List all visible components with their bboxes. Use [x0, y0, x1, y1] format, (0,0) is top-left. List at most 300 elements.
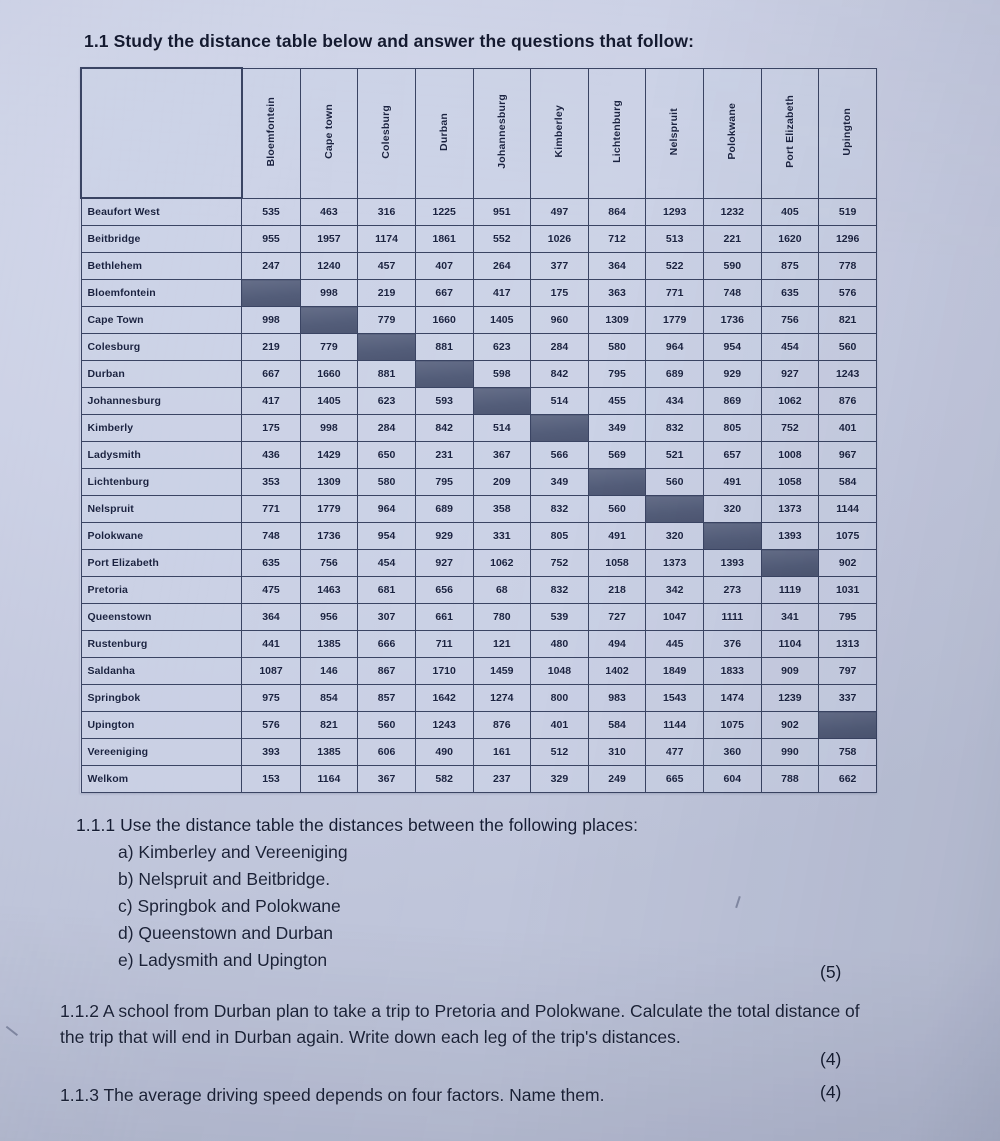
- table-row: [81, 469, 877, 496]
- distance-cell: 582: [415, 766, 473, 793]
- distance-cell: 569: [588, 442, 646, 469]
- column-header-label: Polokwane: [726, 103, 739, 160]
- table-row: [81, 712, 877, 739]
- distance-cell: 407: [415, 253, 473, 280]
- distance-cell: 273: [704, 577, 762, 604]
- distance-cell: 580: [588, 334, 646, 361]
- distance-cell: 377: [531, 253, 589, 280]
- distance-cell: 560: [819, 334, 877, 361]
- distance-cell: 494: [588, 631, 646, 658]
- distance-cell: 1309: [588, 307, 646, 334]
- distance-cell: 1062: [473, 550, 531, 577]
- distance-cell: 1031: [819, 577, 877, 604]
- distance-cell: 666: [358, 631, 416, 658]
- distance-cell: 929: [415, 523, 473, 550]
- column-header-colesburg: [358, 68, 416, 198]
- distance-cell: 584: [819, 469, 877, 496]
- distance-cell: 349: [531, 469, 589, 496]
- distance-cell: 175: [242, 415, 300, 442]
- distance-cell: 1164: [300, 766, 358, 793]
- distance-cell: 175: [531, 280, 589, 307]
- question-1-1-1-list: [76, 839, 638, 974]
- distance-cell: 1309: [300, 469, 358, 496]
- distance-table: [80, 67, 877, 793]
- distance-cell: 519: [819, 198, 877, 226]
- distance-cell: 983: [588, 685, 646, 712]
- distance-cell: 875: [761, 253, 819, 280]
- distance-cell: 661: [415, 604, 473, 631]
- distance-cell: 656: [415, 577, 473, 604]
- distance-cell: 514: [473, 415, 531, 442]
- table-row: [81, 198, 877, 226]
- distance-cell: 748: [242, 523, 300, 550]
- distance-cell: 1240: [300, 253, 358, 280]
- distance-cell: 1393: [704, 550, 762, 577]
- distance-cell: 800: [531, 685, 589, 712]
- distance-cell: 221: [704, 226, 762, 253]
- distance-cell: 662: [819, 766, 877, 793]
- distance-cell: 842: [415, 415, 473, 442]
- table-row: [81, 415, 877, 442]
- distance-cell: 748: [704, 280, 762, 307]
- distance-cell: 237: [473, 766, 531, 793]
- column-header-durban: [415, 68, 473, 198]
- table-header-row: [81, 68, 877, 198]
- distance-cell: 1313: [819, 631, 877, 658]
- distance-cell: 752: [761, 415, 819, 442]
- question-1-1-2-text: 1.1.2 A school from Durban plan to take a trip to Pretoria and Polokwane. Calculate the total distance of the trip that will end in Durban again. Write down each leg of the trip's distances.: [60, 1001, 860, 1047]
- column-header-label: Nelspruit: [668, 107, 681, 156]
- distance-cell: 367: [358, 766, 416, 793]
- distance-cell: 497: [531, 198, 589, 226]
- distance-cell: 779: [358, 307, 416, 334]
- marks-1-1-2: (4): [820, 1049, 842, 1069]
- page-heading: 1.1 Study the distance table below and answer the questions that follow:: [84, 31, 695, 51]
- distance-cell: 797: [819, 658, 877, 685]
- distance-cell: 771: [646, 280, 704, 307]
- distance-cell: 560: [358, 712, 416, 739]
- distance-cell: 1026: [531, 226, 589, 253]
- distance-cell: 960: [531, 307, 589, 334]
- table-row: [81, 577, 877, 604]
- question-1-1-2: [60, 998, 880, 1050]
- column-header-label: Durban: [437, 112, 450, 151]
- distance-table-body: [81, 198, 877, 793]
- pen-mark-artifact: [6, 1026, 18, 1036]
- distance-cell: 560: [646, 469, 704, 496]
- distance-cell: 1144: [646, 712, 704, 739]
- distance-cell: 665: [646, 766, 704, 793]
- diagonal-blank-cell: [473, 388, 531, 415]
- distance-cell: 477: [646, 739, 704, 766]
- distance-cell: 964: [646, 334, 704, 361]
- distance-cell: 1058: [588, 550, 646, 577]
- distance-cell: 353: [242, 469, 300, 496]
- distance-cell: 1243: [415, 712, 473, 739]
- distance-cell: 434: [646, 388, 704, 415]
- distance-cell: 623: [358, 388, 416, 415]
- distance-cell: 598: [473, 361, 531, 388]
- distance-cell: 218: [588, 577, 646, 604]
- distance-cell: 552: [473, 226, 531, 253]
- distance-cell: 964: [358, 496, 416, 523]
- distance-cell: 284: [531, 334, 589, 361]
- distance-cell: 779: [300, 334, 358, 361]
- distance-cell: 881: [415, 334, 473, 361]
- distance-cell: 441: [242, 631, 300, 658]
- table-row: [81, 658, 877, 685]
- column-header-label: Cape town: [322, 104, 335, 159]
- distance-cell: 121: [473, 631, 531, 658]
- distance-cell: 1008: [761, 442, 819, 469]
- distance-cell: 1405: [473, 307, 531, 334]
- diagonal-blank-cell: [588, 469, 646, 496]
- distance-cell: 401: [819, 415, 877, 442]
- table-row: [81, 766, 877, 793]
- distance-cell: 1075: [819, 523, 877, 550]
- distance-cell: 337: [819, 685, 877, 712]
- distance-cell: 869: [704, 388, 762, 415]
- distance-cell: 1174: [358, 226, 416, 253]
- distance-cell: 219: [358, 280, 416, 307]
- distance-cell: 902: [819, 550, 877, 577]
- distance-cell: 876: [819, 388, 877, 415]
- distance-table-head: [81, 68, 877, 198]
- column-header-port-elizabeth: [761, 68, 819, 198]
- distance-cell: 1543: [646, 685, 704, 712]
- distance-cell: 778: [819, 253, 877, 280]
- distance-cell: 584: [588, 712, 646, 739]
- column-header-cape-town: [300, 68, 358, 198]
- diagonal-blank-cell: [704, 523, 762, 550]
- distance-cell: 909: [761, 658, 819, 685]
- diagonal-blank-cell: [242, 280, 300, 307]
- distance-cell: 1660: [415, 307, 473, 334]
- distance-cell: 758: [819, 739, 877, 766]
- distance-cell: 788: [761, 766, 819, 793]
- distance-cell: 927: [415, 550, 473, 577]
- distance-cell: 360: [704, 739, 762, 766]
- question-1-1-1-item: b) Nelspruit and Beitbridge.: [118, 869, 331, 889]
- row-header-pretoria: Pretoria: [81, 577, 242, 604]
- distance-cell: 657: [704, 442, 762, 469]
- distance-cell: 795: [415, 469, 473, 496]
- distance-cell: 998: [242, 307, 300, 334]
- row-header-port-elizabeth: Port Elizabeth: [81, 550, 242, 577]
- distance-cell: 1119: [761, 577, 819, 604]
- distance-cell: 454: [358, 550, 416, 577]
- distance-cell: 358: [473, 496, 531, 523]
- row-header-cape-town: Cape Town: [81, 307, 242, 334]
- distance-cell: 756: [300, 550, 358, 577]
- distance-cell: 1833: [704, 658, 762, 685]
- distance-cell: 1239: [761, 685, 819, 712]
- diagonal-blank-cell: [646, 496, 704, 523]
- distance-cell: 805: [704, 415, 762, 442]
- distance-cell: 363: [588, 280, 646, 307]
- column-header-label: Johannesburg: [495, 94, 508, 169]
- distance-cell: 284: [358, 415, 416, 442]
- distance-cell: 1459: [473, 658, 531, 685]
- distance-cell: 320: [704, 496, 762, 523]
- distance-cell: 771: [242, 496, 300, 523]
- distance-cell: 821: [819, 307, 877, 334]
- table-row: [81, 496, 877, 523]
- column-header-label: Bloemfontein: [265, 96, 277, 167]
- distance-cell: 1111: [704, 604, 762, 631]
- distance-cell: 320: [646, 523, 704, 550]
- distance-cell: 967: [819, 442, 877, 469]
- distance-cell: 727: [588, 604, 646, 631]
- distance-cell: 209: [473, 469, 531, 496]
- distance-cell: 249: [588, 766, 646, 793]
- distance-cell: 1861: [415, 226, 473, 253]
- column-header-lichtenburg: [588, 68, 646, 198]
- table-corner-cell: [81, 68, 242, 198]
- column-header-nelspruit: [646, 68, 704, 198]
- distance-cell: 153: [242, 766, 300, 793]
- row-header-ladysmith: Ladysmith: [81, 442, 242, 469]
- distance-cell: 513: [646, 226, 704, 253]
- distance-cell: 1243: [819, 361, 877, 388]
- diagonal-blank-cell: [300, 307, 358, 334]
- table-row: [81, 550, 877, 577]
- distance-cell: 864: [588, 198, 646, 226]
- distance-cell: 1736: [300, 523, 358, 550]
- distance-cell: 927: [761, 361, 819, 388]
- distance-cell: 1075: [704, 712, 762, 739]
- diagonal-blank-cell: [761, 550, 819, 577]
- distance-cell: 367: [473, 442, 531, 469]
- distance-cell: 576: [242, 712, 300, 739]
- distance-cell: 1957: [300, 226, 358, 253]
- distance-cell: 146: [300, 658, 358, 685]
- distance-cell: 457: [358, 253, 416, 280]
- distance-cell: 1104: [761, 631, 819, 658]
- distance-cell: 1849: [646, 658, 704, 685]
- distance-cell: 756: [761, 307, 819, 334]
- row-header-nelspruit: Nelspruit: [81, 496, 242, 523]
- distance-cell: 1642: [415, 685, 473, 712]
- column-header-label: Colesburg: [380, 104, 393, 159]
- distance-cell: 998: [300, 415, 358, 442]
- distance-cell: 364: [242, 604, 300, 631]
- row-header-springbok: Springbok: [81, 685, 242, 712]
- question-1-1-1-item: c) Springbok and Polokwane: [118, 896, 341, 916]
- distance-cell: 1736: [704, 307, 762, 334]
- distance-cell: 342: [646, 577, 704, 604]
- distance-cell: 1062: [761, 388, 819, 415]
- distance-cell: 247: [242, 253, 300, 280]
- distance-cell: 805: [531, 523, 589, 550]
- distance-cell: 711: [415, 631, 473, 658]
- distance-cell: 832: [646, 415, 704, 442]
- distance-cell: 1048: [531, 658, 589, 685]
- diagonal-blank-cell: [531, 415, 589, 442]
- distance-cell: 1393: [761, 523, 819, 550]
- distance-cell: 832: [531, 496, 589, 523]
- distance-cell: 580: [358, 469, 416, 496]
- row-header-kimberly: Kimberly: [81, 415, 242, 442]
- column-header-label: Lichtenburg: [610, 100, 623, 163]
- distance-cell: 521: [646, 442, 704, 469]
- distance-cell: 650: [358, 442, 416, 469]
- distance-cell: 491: [704, 469, 762, 496]
- distance-cell: 821: [300, 712, 358, 739]
- distance-cell: 417: [242, 388, 300, 415]
- distance-cell: 902: [761, 712, 819, 739]
- distance-cell: 1429: [300, 442, 358, 469]
- question-1-1-1: [76, 812, 638, 974]
- row-header-beaufort-west: Beaufort West: [81, 198, 242, 226]
- distance-cell: 689: [646, 361, 704, 388]
- column-header-kimberley: [531, 68, 589, 198]
- distance-cell: 954: [704, 334, 762, 361]
- row-header-bethlehem: Bethlehem: [81, 253, 242, 280]
- distance-cell: 955: [242, 226, 300, 253]
- distance-cell: 264: [473, 253, 531, 280]
- distance-cell: 1296: [819, 226, 877, 253]
- question-1-1-1-item: d) Queenstown and Durban: [118, 923, 333, 943]
- distance-cell: 1232: [704, 198, 762, 226]
- distance-cell: 689: [415, 496, 473, 523]
- distance-cell: 951: [473, 198, 531, 226]
- distance-cell: 1293: [646, 198, 704, 226]
- distance-cell: 68: [473, 577, 531, 604]
- distance-cell: 681: [358, 577, 416, 604]
- distance-cell: 1225: [415, 198, 473, 226]
- distance-cell: 331: [473, 523, 531, 550]
- row-header-queenstown: Queenstown: [81, 604, 242, 631]
- distance-cell: 1620: [761, 226, 819, 253]
- distance-cell: 998: [300, 280, 358, 307]
- row-header-johannesburg: Johannesburg: [81, 388, 242, 415]
- table-row: [81, 685, 877, 712]
- table-row: [81, 604, 877, 631]
- distance-cell: 1402: [588, 658, 646, 685]
- table-row: [81, 334, 877, 361]
- distance-cell: 623: [473, 334, 531, 361]
- table-row: [81, 739, 877, 766]
- row-header-upington: Upington: [81, 712, 242, 739]
- distance-cell: 712: [588, 226, 646, 253]
- table-row: [81, 361, 877, 388]
- distance-cell: 491: [588, 523, 646, 550]
- distance-cell: 455: [588, 388, 646, 415]
- distance-cell: 606: [358, 739, 416, 766]
- distance-cell: 376: [704, 631, 762, 658]
- column-header-bloemfontein: [242, 68, 300, 198]
- distance-cell: 752: [531, 550, 589, 577]
- distance-cell: 1463: [300, 577, 358, 604]
- distance-cell: 975: [242, 685, 300, 712]
- distance-cell: 393: [242, 739, 300, 766]
- distance-cell: 349: [588, 415, 646, 442]
- table-row: [81, 253, 877, 280]
- row-header-lichtenburg: Lichtenburg: [81, 469, 242, 496]
- distance-cell: 667: [415, 280, 473, 307]
- distance-cell: 417: [473, 280, 531, 307]
- distance-cell: 635: [242, 550, 300, 577]
- pen-mark-artifact: [735, 896, 740, 908]
- distance-cell: 990: [761, 739, 819, 766]
- distance-cell: 867: [358, 658, 416, 685]
- distance-cell: 445: [646, 631, 704, 658]
- distance-cell: 329: [531, 766, 589, 793]
- distance-cell: 854: [300, 685, 358, 712]
- table-row: [81, 280, 877, 307]
- question-1-1-3: 1.1.3 The average driving speed depends on four factors. Name them.: [60, 1085, 605, 1105]
- distance-cell: 635: [761, 280, 819, 307]
- distance-cell: 1144: [819, 496, 877, 523]
- distance-cell: 929: [704, 361, 762, 388]
- table-row: [81, 307, 877, 334]
- distance-cell: 842: [531, 361, 589, 388]
- distance-cell: 231: [415, 442, 473, 469]
- distance-cell: 876: [473, 712, 531, 739]
- distance-cell: 1660: [300, 361, 358, 388]
- distance-cell: 1047: [646, 604, 704, 631]
- distance-cell: 341: [761, 604, 819, 631]
- distance-cell: 161: [473, 739, 531, 766]
- distance-cell: 480: [531, 631, 589, 658]
- distance-cell: 316: [358, 198, 416, 226]
- distance-cell: 454: [761, 334, 819, 361]
- question-1-1-1-item: a) Kimberley and Vereeniging: [118, 842, 348, 862]
- distance-cell: 832: [531, 577, 589, 604]
- distance-cell: 795: [819, 604, 877, 631]
- distance-cell: 1274: [473, 685, 531, 712]
- table-row: [81, 631, 877, 658]
- distance-cell: 956: [300, 604, 358, 631]
- marks-1-1-1: (5): [820, 962, 842, 982]
- distance-cell: 1087: [242, 658, 300, 685]
- row-header-bloemfontein: Bloemfontein: [81, 280, 242, 307]
- distance-cell: 463: [300, 198, 358, 226]
- marks-1-1-3: (4): [820, 1082, 842, 1102]
- distance-cell: 401: [531, 712, 589, 739]
- row-header-saldanha: Saldanha: [81, 658, 242, 685]
- distance-cell: 1779: [300, 496, 358, 523]
- distance-cell: 604: [704, 766, 762, 793]
- distance-cell: 560: [588, 496, 646, 523]
- distance-cell: 514: [531, 388, 589, 415]
- distance-cell: 566: [531, 442, 589, 469]
- column-header-johannesburg: [473, 68, 531, 198]
- distance-cell: 1373: [761, 496, 819, 523]
- row-header-durban: Durban: [81, 361, 242, 388]
- diagonal-blank-cell: [358, 334, 416, 361]
- distance-cell: 219: [242, 334, 300, 361]
- distance-cell: 1385: [300, 739, 358, 766]
- column-header-polokwane: [704, 68, 762, 198]
- distance-cell: 307: [358, 604, 416, 631]
- diagonal-blank-cell: [819, 712, 877, 739]
- distance-cell: 364: [588, 253, 646, 280]
- distance-cell: 475: [242, 577, 300, 604]
- distance-cell: 881: [358, 361, 416, 388]
- distance-cell: 954: [358, 523, 416, 550]
- distance-cell: 539: [531, 604, 589, 631]
- distance-cell: 405: [761, 198, 819, 226]
- distance-cell: 795: [588, 361, 646, 388]
- distance-cell: 857: [358, 685, 416, 712]
- distance-cell: 593: [415, 388, 473, 415]
- row-header-vereeniging: Vereeniging: [81, 739, 242, 766]
- column-header-label: Port Elizabeth: [783, 95, 796, 168]
- question-1-1-1-stem: 1.1.1 Use the distance table the distances between the following places:: [76, 815, 639, 835]
- distance-cell: 490: [415, 739, 473, 766]
